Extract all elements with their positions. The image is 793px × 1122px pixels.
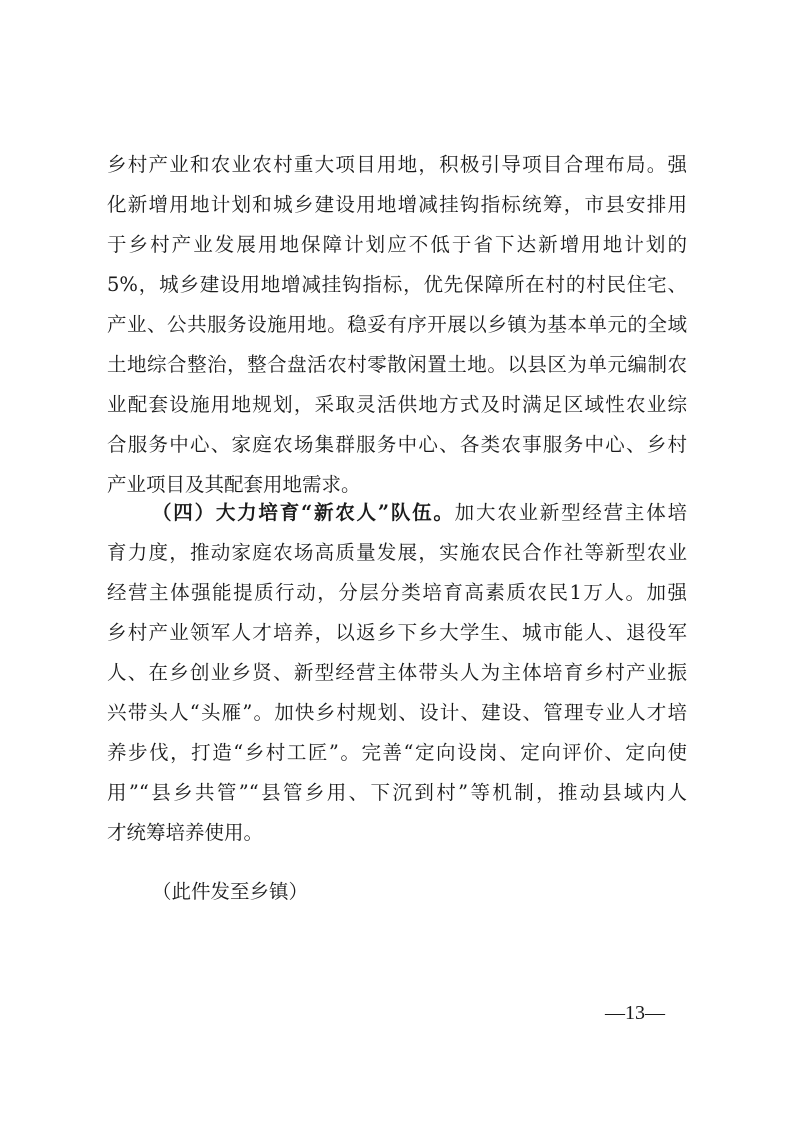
- body-line: 乡村产业和农业农村重大项目用地，积极引导项目合理布局。强: [107, 153, 687, 176]
- body-line: 产业、公共服务设施用地。稳妥有序开展以乡镇为基本单元的全域: [107, 313, 687, 336]
- body-line: 土地综合整治，整合盘活农村零散闲置土地。以县区为单元编制农: [107, 353, 687, 376]
- section-first-line: [152, 493, 687, 533]
- body-line: 化新增用地计划和城乡建设用地增减挂钩指标统筹，市县安排用: [107, 193, 687, 216]
- distribution-note: （此件发至乡镇）: [152, 880, 309, 903]
- section-heading-rest: 加大农业新型经营主体培: [454, 501, 687, 524]
- body-line: 兴带头人“头雁”。加快乡村规划、设计、建设、管理专业人才培: [107, 701, 687, 724]
- body-line: 经营主体强能提质行动，分层分类培育高素质农民1万人。加强: [107, 581, 687, 604]
- page-number: —13—: [605, 1002, 665, 1024]
- body-line: 育力度，推动家庭农场高质量发展，实施农民合作社等新型农业: [107, 541, 687, 564]
- body-line: 产业项目及其配套用地需求。: [107, 473, 361, 496]
- body-line: 业配套设施用地规划，采取灵活供地方式及时满足区域性农业综: [107, 393, 687, 416]
- body-line: 合服务中心、家庭农场集群服务中心、各类农事服务中心、乡村: [107, 433, 687, 456]
- body-line: 乡村产业领军人才培养，以返乡下乡大学生、城市能人、退役军: [107, 621, 687, 644]
- body-line: 用”“县乡共管”“县管乡用、下沉到村”等机制，推动县域内人: [107, 781, 687, 804]
- body-line: 5%，城乡建设用地增减挂钩指标，优先保障所在村的村民住宅、: [107, 273, 687, 296]
- body-line: 于乡村产业发展用地保障计划应不低于省下达新增用地计划的: [107, 233, 687, 256]
- body-line: 养步伐，打造“乡村工匠”。完善“定向设岗、定向评价、定向使: [107, 741, 687, 764]
- body-line: 人、在乡创业乡贤、新型经营主体带头人为主体培育乡村产业振: [107, 661, 687, 684]
- section-heading: （四）大力培育“新农人”队伍。: [152, 501, 455, 524]
- body-line: 才统筹培养使用。: [107, 821, 264, 844]
